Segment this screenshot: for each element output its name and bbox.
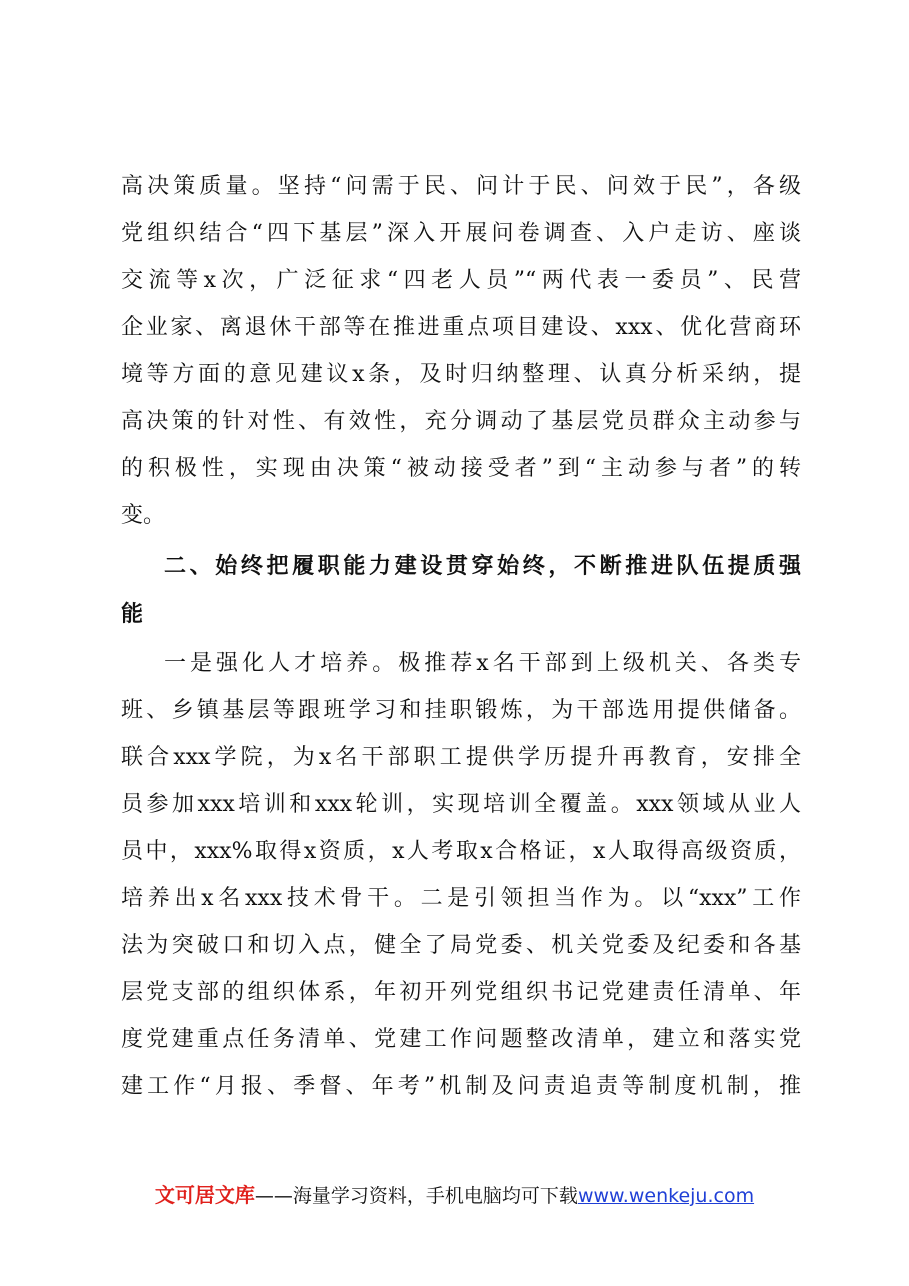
paragraph-line: 层党支部的组织体系，年初开列党组织书记党建责任清单、年 xyxy=(121,980,801,1005)
paragraph-line: 班、乡镇基层等跟班学习和挂职锻炼，为干部选用提供储备。 xyxy=(121,698,801,723)
paragraph-line: 一是强化人才培养。极推荐x名干部到上级机关、各类专 xyxy=(164,651,801,676)
paragraph-line: 法为突破口和切入点，健全了局党委、机关党委及纪委和各基 xyxy=(121,933,801,958)
paragraph-line: 交流等x次，广泛征求“四老人员”“两代表一委员”、民营 xyxy=(121,268,801,293)
paragraph-line: 境等方面的意见建议x条，及时归纳整理、认真分析采纳，提 xyxy=(121,362,801,387)
footer-banner xyxy=(0,1182,909,1209)
section-heading: 二、始终把履职能力建设贯穿始终，不断推进队伍提质强 xyxy=(164,554,801,579)
paragraph-line: 员中，xxx%取得x资质，x人考取x合格证，x人取得高级资质， xyxy=(121,839,801,864)
paragraph-line: 联合xxx学院，为x名干部职工提供学历提升再教育，安排全 xyxy=(121,745,801,770)
paragraph-line: 建工作“月报、季督、年考”机制及问责追责等制度机制，推 xyxy=(121,1074,801,1099)
paragraph-line: 变。 xyxy=(121,503,166,528)
paragraph-line: 党组织结合“四下基层”深入开展问卷调查、入户走访、座谈 xyxy=(121,221,801,246)
website-link[interactable]: www.wenkeju.com xyxy=(577,1185,755,1207)
footer-description: ——海量学习资料，手机电脑均可下载 xyxy=(254,1185,578,1207)
brand-name: 文可居文库 xyxy=(154,1183,255,1207)
paragraph-line: 培养出x名xxx技术骨干。二是引领担当作为。以“xxx”工作 xyxy=(121,886,801,911)
section-heading-continued: 能 xyxy=(121,602,144,627)
paragraph-line: 的积极性，实现由决策“被动接受者”到“主动参与者”的转 xyxy=(121,456,801,481)
paragraph-line: 企业家、离退休干部等在推进重点项目建设、xxx、优化营商环 xyxy=(121,315,801,340)
paragraph-line: 员参加xxx培训和xxx轮训，实现培训全覆盖。xxx领域从业人 xyxy=(121,792,801,817)
paragraph-line: 高决策质量。坚持“问需于民、问计于民、问效于民”，各级 xyxy=(121,174,801,199)
paragraph-line: 高决策的针对性、有效性，充分调动了基层党员群众主动参与 xyxy=(121,409,801,434)
paragraph-line: 度党建重点任务清单、党建工作问题整改清单，建立和落实党 xyxy=(121,1027,801,1052)
